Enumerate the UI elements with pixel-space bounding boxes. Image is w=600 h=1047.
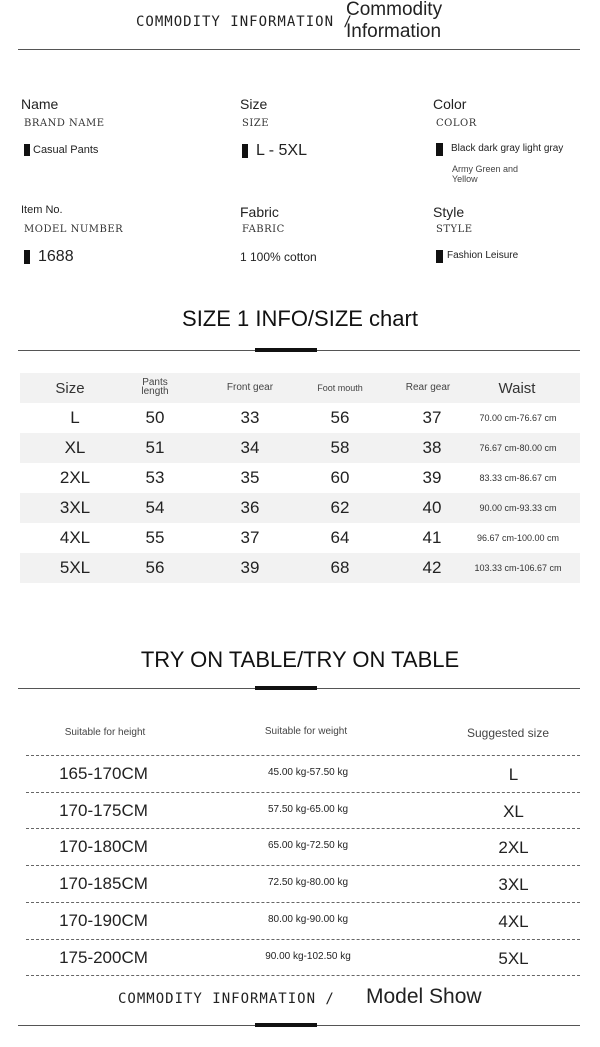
try-on-header-size: Suggested size [466,726,550,740]
cell-foot-mouth: 60 [330,468,350,487]
info-item-title: Item No. [21,204,63,216]
cell-pants-length: 50 [145,408,165,427]
cell-pants-length: 54 [145,498,165,517]
cell-pants-length: 56 [145,558,165,577]
table-row [26,865,580,903]
info-fabric-sub: FABRIC [242,224,285,235]
cell-front-gear: 37 [240,528,260,547]
info-style-sub: STYLE [436,224,473,235]
header-foot-mouth: Foot mouth [317,383,363,393]
footer-title: Model Show [366,985,482,1008]
table-row [26,828,580,866]
cell-rear-gear: 40 [422,498,442,517]
cell-waist: 96.67 cm-100.00 cm [476,533,560,543]
cell-height: 175-200CM [59,947,148,967]
try-on-bottom-border [26,975,580,976]
cell-height: 170-175CM [59,800,148,820]
cell-suggested-size: 4XL [498,911,529,931]
cell-foot-mouth: 56 [330,408,350,427]
cell-pants-length: 53 [145,468,165,487]
cell-size: 3XL [59,498,91,517]
cell-height: 170-190CM [59,910,148,930]
info-size-sub: SIZE [242,118,270,129]
info-item-value: 1688 [24,248,74,266]
cell-waist: 103.33 cm-106.67 cm [474,563,562,573]
cell-front-gear: 35 [240,468,260,487]
size-chart-header-row [20,373,580,403]
header-rear-gear: Rear gear [405,382,451,393]
cell-waist: 70.00 cm-76.67 cm [479,413,557,423]
cell-rear-gear: 42 [422,558,442,577]
bullet-square-icon [24,144,30,156]
table-row [20,523,580,553]
cell-waist: 83.33 cm-86.67 cm [479,473,557,483]
cell-waist: 76.67 cm-80.00 cm [479,443,557,453]
header-title-line2: Information [346,21,442,42]
cell-weight: 65.00 kg-72.50 kg [267,840,349,852]
cell-suggested-size: L [508,765,519,784]
info-color-value: Black dark gray light gray [436,143,563,156]
cell-weight: 80.00 kg-90.00 kg [267,913,349,925]
footer-label: COMMODITY INFORMATION / [118,991,335,1007]
header-divider [18,49,580,50]
size-chart-title: SIZE 1 INFO/SIZE chart [182,306,418,331]
header-title-line1: Commodity [346,0,443,20]
cell-weight: 57.50 kg-65.00 kg [267,803,349,815]
table-row [26,755,580,793]
cell-suggested-size: 2XL [498,838,529,858]
table-row [26,939,580,977]
header-title [346,0,442,43]
cell-rear-gear: 37 [422,408,442,427]
info-name-value: Casual Pants [24,144,98,156]
try-on-header-height: Suitable for height [64,727,146,738]
cell-foot-mouth: 58 [330,438,350,457]
cell-weight: 72.50 kg-80.00 kg [267,877,349,889]
info-style-title: Style [433,204,465,220]
cell-waist: 90.00 cm-93.33 cm [479,503,557,513]
bullet-square-icon [242,144,248,158]
table-row [20,433,580,463]
footer-divider [18,1025,580,1026]
info-name-title: Name [21,96,59,112]
cell-rear-gear: 41 [422,528,442,547]
cell-suggested-size: 3XL [498,875,529,895]
cell-height: 170-185CM [59,874,148,894]
size-chart-divider [18,350,580,351]
cell-front-gear: 33 [240,408,260,427]
cell-rear-gear: 39 [422,468,442,487]
cell-front-gear: 39 [240,558,260,577]
cell-front-gear: 36 [240,498,260,517]
bullet-square-icon [436,250,443,263]
cell-pants-length: 55 [145,528,165,547]
info-fabric-value: 1 100% cotton [240,250,317,264]
cell-weight: 45.00 kg-57.50 kg [267,767,349,778]
cell-size: 5XL [59,558,91,577]
cell-foot-mouth: 62 [330,498,350,517]
table-row [26,792,580,830]
header-size: Size [55,380,85,397]
cell-foot-mouth: 68 [330,558,350,577]
info-color-sub: COLOR [436,118,477,129]
table-row [20,493,580,523]
cell-size: 4XL [59,528,91,547]
bullet-square-icon [24,250,30,264]
info-size-title: Size [240,96,268,112]
cell-height: 165-170CM [59,764,148,783]
cell-rear-gear: 38 [422,438,442,457]
header-front-gear: Front gear [226,382,274,393]
table-row [26,902,580,940]
table-row [20,553,580,583]
cell-weight: 90.00 kg-102.50 kg [265,950,351,962]
cell-height: 170-180CM [59,837,148,857]
info-color-title: Color [433,96,467,112]
try-on-title: TRY ON TABLE/TRY ON TABLE [140,647,460,672]
cell-size: XL [64,438,86,457]
try-on-header-weight: Suitable for weight [264,726,348,737]
info-item-sub: MODEL NUMBER [24,224,124,235]
cell-suggested-size: XL [503,801,524,821]
header-pants-length: Pants length [141,377,169,397]
try-on-divider [18,688,580,689]
info-name-sub: BRAND NAME [24,118,105,129]
cell-size: L [70,408,80,427]
header-label: COMMODITY INFORMATION / [136,14,353,30]
header-waist: Waist [498,380,536,397]
info-fabric-title: Fabric [240,204,279,220]
cell-size: 2XL [59,468,91,487]
info-style-value: Fashion Leisure [436,250,518,263]
cell-pants-length: 51 [145,438,165,457]
cell-suggested-size: 5XL [498,948,529,968]
info-size-value: L - 5XL [242,142,307,160]
cell-foot-mouth: 64 [330,528,350,547]
bullet-square-icon [436,143,443,156]
info-color-extra: Army Green and Yellow [452,164,519,184]
cell-front-gear: 34 [240,438,260,457]
table-row [20,463,580,493]
table-row [20,403,580,433]
